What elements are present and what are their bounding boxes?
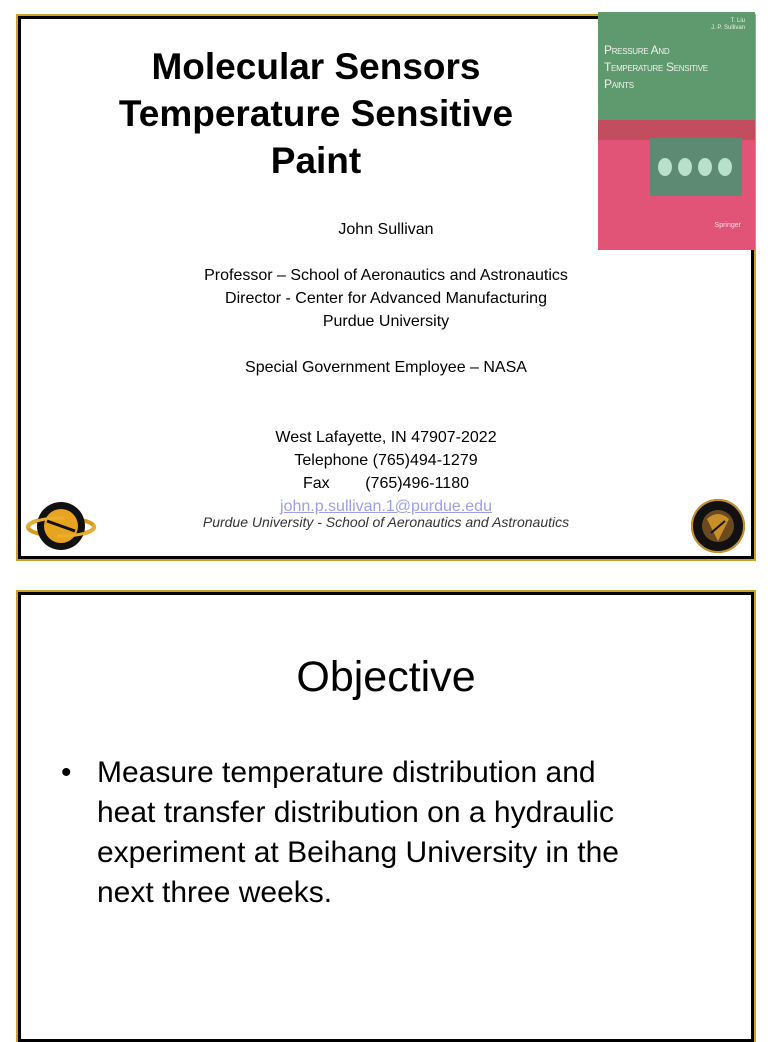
purdue-seal-icon [687, 497, 749, 555]
bullet-marker: • [61, 756, 72, 789]
aeronautics-emblem-icon [25, 497, 97, 555]
address: West Lafayette, IN 47907-2022 [275, 429, 497, 446]
fax: Fax (765)496-1180 [302, 475, 469, 492]
email-link[interactable]: john.p.sullivan.1@purdue.edu [280, 498, 492, 515]
telephone: Telephone (765)494-1279 [294, 452, 478, 469]
author-name: John Sullivan [338, 221, 434, 238]
bullet-list [61, 753, 701, 913]
title-slide [18, 16, 754, 559]
book-cover-image [598, 12, 755, 250]
slide-footer: Purdue University - School of Aeronautics and Astronautics [202, 514, 570, 530]
contact-info [131, 426, 641, 518]
book-title: Pressure And Temperature Sensitive Paints [604, 43, 708, 91]
book-authors: T. Liu J. P. Sullivan [711, 18, 745, 31]
slide-title: Molecular Sensors Temperature Sensitive Paint [118, 46, 514, 181]
book-publisher: Springer [714, 222, 741, 229]
affiliation: Professor – School of Aeronautics and Astronautics Director - Center for Advanced Manufacturing Purdue University [204, 267, 568, 330]
book-cover-figure [650, 138, 742, 196]
objective-slide [18, 592, 754, 1042]
slide-title: Objective [296, 653, 476, 701]
government-role: Special Government Employee – NASA [245, 359, 527, 376]
list-item: • Measure temperature distribution and heat transfer distribution on a hydraulic experiment at Beihang University in the next three weeks. [61, 753, 701, 913]
